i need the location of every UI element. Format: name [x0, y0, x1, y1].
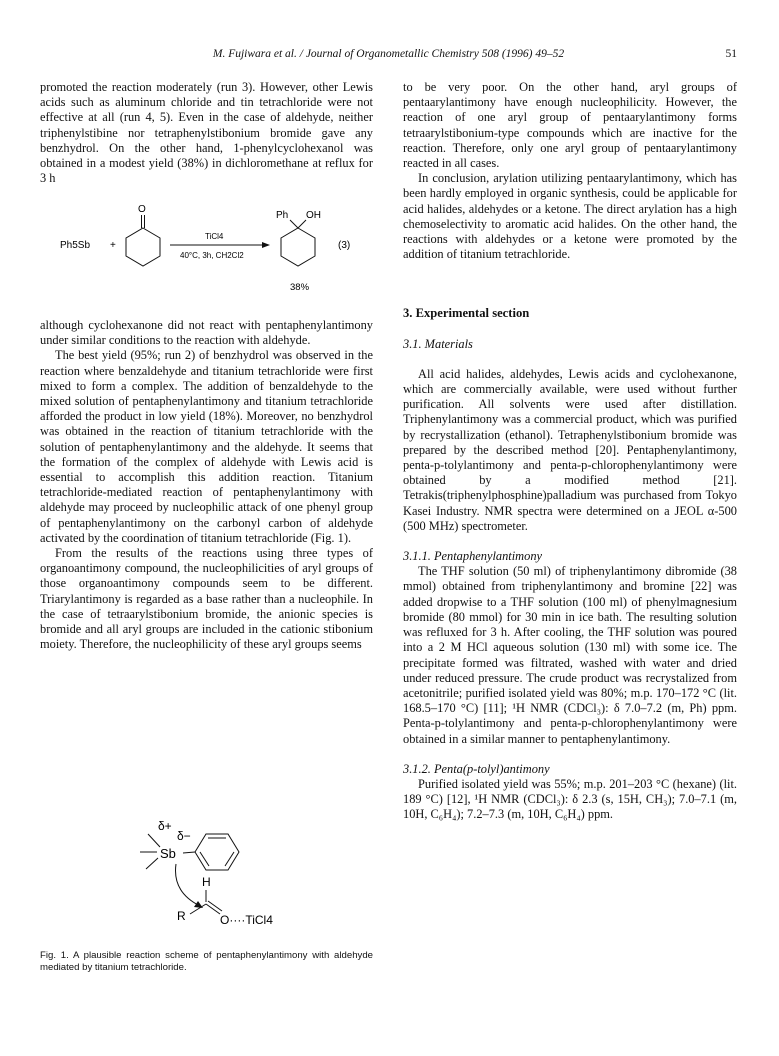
- page-number: 51: [725, 48, 737, 60]
- ring-double-bond: [200, 852, 209, 866]
- oxygen-ticl4: O····TiCl4: [220, 913, 273, 927]
- sb-ligand: [146, 858, 158, 869]
- c-o-bond: [208, 901, 222, 911]
- reagent-ph5sb: Ph5Sb: [60, 240, 91, 251]
- figure-1: [40, 812, 373, 930]
- equation-number: (3): [338, 240, 351, 251]
- left-column-main: [40, 318, 373, 652]
- arrow-head: [262, 242, 270, 248]
- running-header: [40, 48, 737, 64]
- right-column: [403, 80, 737, 823]
- c-o-bond: [206, 904, 220, 914]
- paragraph: Purified isolated yield was 55%; m.p. 201–203 °C (hexane) (lit. 189 °C) [12], ¹H NMR (CDCl₃): δ 2.3 (s, 15H, CH₃); 7.0–7.1 (m, 10H, C₆H₄); 7.2–7.3 (m, 10H, C₆H₄) ppm.: [403, 776, 737, 822]
- sb-atom: Sb: [160, 846, 176, 861]
- conditions: 40°C, 3h, CH2Cl2: [180, 251, 244, 260]
- hydrogen-atom: H: [202, 875, 211, 889]
- paragraph: In conclusion, arylation utilizing pentaarylantimony, which has been hardly employed in organic synthesis, could be applicable for acid halides, aldehydes or a ketone. The direct arylation has a high chemoselectivity to aromatic acid halides. On the other hand, the reactions with aldehydes or a ketone were promoted by the addition of titanium tetrachloride.: [403, 171, 737, 262]
- paragraph: The best yield (95%; run 2) of benzhydrol was observed in the reaction where benzaldehyde and titanium tetrachloride were first mixed to form a complex. The addition of benzaldehyde to the mixed solution of pentaphenylantimony and titanium tetrachloride afforded the product in low yield (18%). Moreover, no benzhydrol was obtained in the reaction of titanium tetrachloride with the solution of pentaphenylantimony and the aldehyde. It seems that the formation of the complex of aldehyde with Lewis acid is essential to accomplish this addition reaction. Titanium tetrachloride-mediated reaction of pentaphenylantimony with aldehyde may proceed by nucleophilic attack of one phenyl group of pentaphenylantimony on the carbonyl carbon of aldehyde activated by the coordination of titanium tetrachloride (Fig. 1).: [40, 348, 373, 545]
- product-yield: 38%: [290, 282, 310, 293]
- paragraph: promoted the reaction moderately (run 3). However, other Lewis acids such as aluminum chloride and tin tetrachloride were not effective at all (run 4, 5). Even in the case of aldehyde, neither triphenylstibine nor tetraphenylstibonium bromide gave any benzhydrol. On the other hand, 1-phenylcyclohexanol was obtained in a modest yield (38%) in dichloromethane at reflux for 3 h: [40, 80, 373, 186]
- ring-double-bond: [225, 852, 234, 866]
- catalyst-ticl4: TiCl4: [205, 232, 224, 241]
- sb-phenyl-bond: [183, 852, 195, 853]
- oh-bond: [298, 220, 306, 228]
- subsection-heading: 3.1.2. Penta(p-tolyl)antimony: [403, 761, 550, 776]
- paragraph: although cyclohexanone did not react with pentaphenylantimony under similar conditions to the reaction with aldehyde.: [40, 318, 373, 348]
- paragraph: All acid halides, aldehydes, Lewis acids and cyclohexanone, which are commercially available, were used without further purification. All solvents were used after distillation. Triphenylantimony was a commercial product, which was purified by recrystallization (ethanol). Tetraphenylstibonium bromide was prepared by the described method [20]. Pentaphenylantimony, penta-p-tolylantimony and penta-p-chlorophenylantimony were obtained by a modified method [21]. Tetrakis(triphenylphosphine)palladium was purchased from Tokyo Kasei Industry. NMR spectra were determined on a JEOL α-500 (500 MHz) spectrometer.: [403, 366, 737, 533]
- sb-ligand: [148, 834, 160, 847]
- paragraph: The THF solution (50 ml) of triphenylantimony dibromide (38 mmol) obtained from triphenylantimony and bromine [22] was added dropwise to a THF solution (100 ml) of phenylmagnesium bromide (80 mmol) for 30 min in ice bath. The resulting solution was refluxed for 3 h. After cooling, the THF solution was poured into a 2 M HCl aqueous solution (130 ml) with some ice. The precipitate formed was filtrated, washed with water and dried under reduced pressure. The crude product was recrystalized from acetonitrile; purified isolated yield was 80%; m.p. 170–172 °C (lit. 168.5–170 °C) [11]; ¹H NMR (CDCl₃): δ 7.0–7.2 (m, Ph) ppm. Penta-p-tolylantimony and penta-p-chlorophenylantimony were obtained in a similar manner to pentaphenylantimony.: [403, 564, 737, 746]
- electron-flow-arrow: [176, 864, 201, 906]
- delta-minus: δ−: [177, 829, 191, 843]
- r-group: R: [177, 909, 186, 923]
- reaction-scheme-3: [40, 188, 373, 298]
- cyclohexanone-ring: [126, 228, 160, 266]
- subsection-heading: 3.1. Materials: [403, 336, 473, 351]
- oh-label: OH: [306, 210, 321, 221]
- oxygen-label: O: [138, 204, 146, 215]
- delta-plus: δ+: [158, 819, 172, 833]
- product-ring: [281, 228, 315, 266]
- paragraph: to be very poor. On the other hand, aryl groups of pentaarylantimony have enough nucleophilicity. However, the reaction of one aryl group of pentaarylantimony forms tetraarylstibonium-type compounds which are inactive for the reaction. Therefore, only one aryl group of pentaarylantimony reacted in all cases.: [403, 80, 737, 171]
- section-heading: 3. Experimental section: [403, 306, 530, 321]
- figure-caption: Fig. 1. A plausible reaction scheme of pentaphenylantimony with aldehyde mediated by titanium tetrachloride.: [40, 950, 373, 973]
- subsection-heading: 3.1.1. Pentaphenylantimony: [403, 549, 543, 564]
- ph-bond: [290, 220, 298, 228]
- paragraph: From the results of the reactions using three types of organoantimony compound, the nucleophilicities of aryl groups of those organoantimony compounds seem to be different. Triarylantimony is regarded as a base rather than a nucleophile. In the case of tetraarylstibonium bromide, the anionic species is bromide and all aryl groups are included in the cationic stibonium moiety. Therefore, the nucleophilicity of these aryl groups seems: [40, 546, 373, 652]
- ph-label: Ph: [276, 210, 289, 221]
- left-column-top: [40, 80, 373, 186]
- running-title: M. Fujiwara et al. / Journal of Organometallic Chemistry 508 (1996) 49–52: [212, 48, 565, 60]
- plus-sign: +: [110, 240, 116, 251]
- phenyl-ring: [195, 834, 239, 870]
